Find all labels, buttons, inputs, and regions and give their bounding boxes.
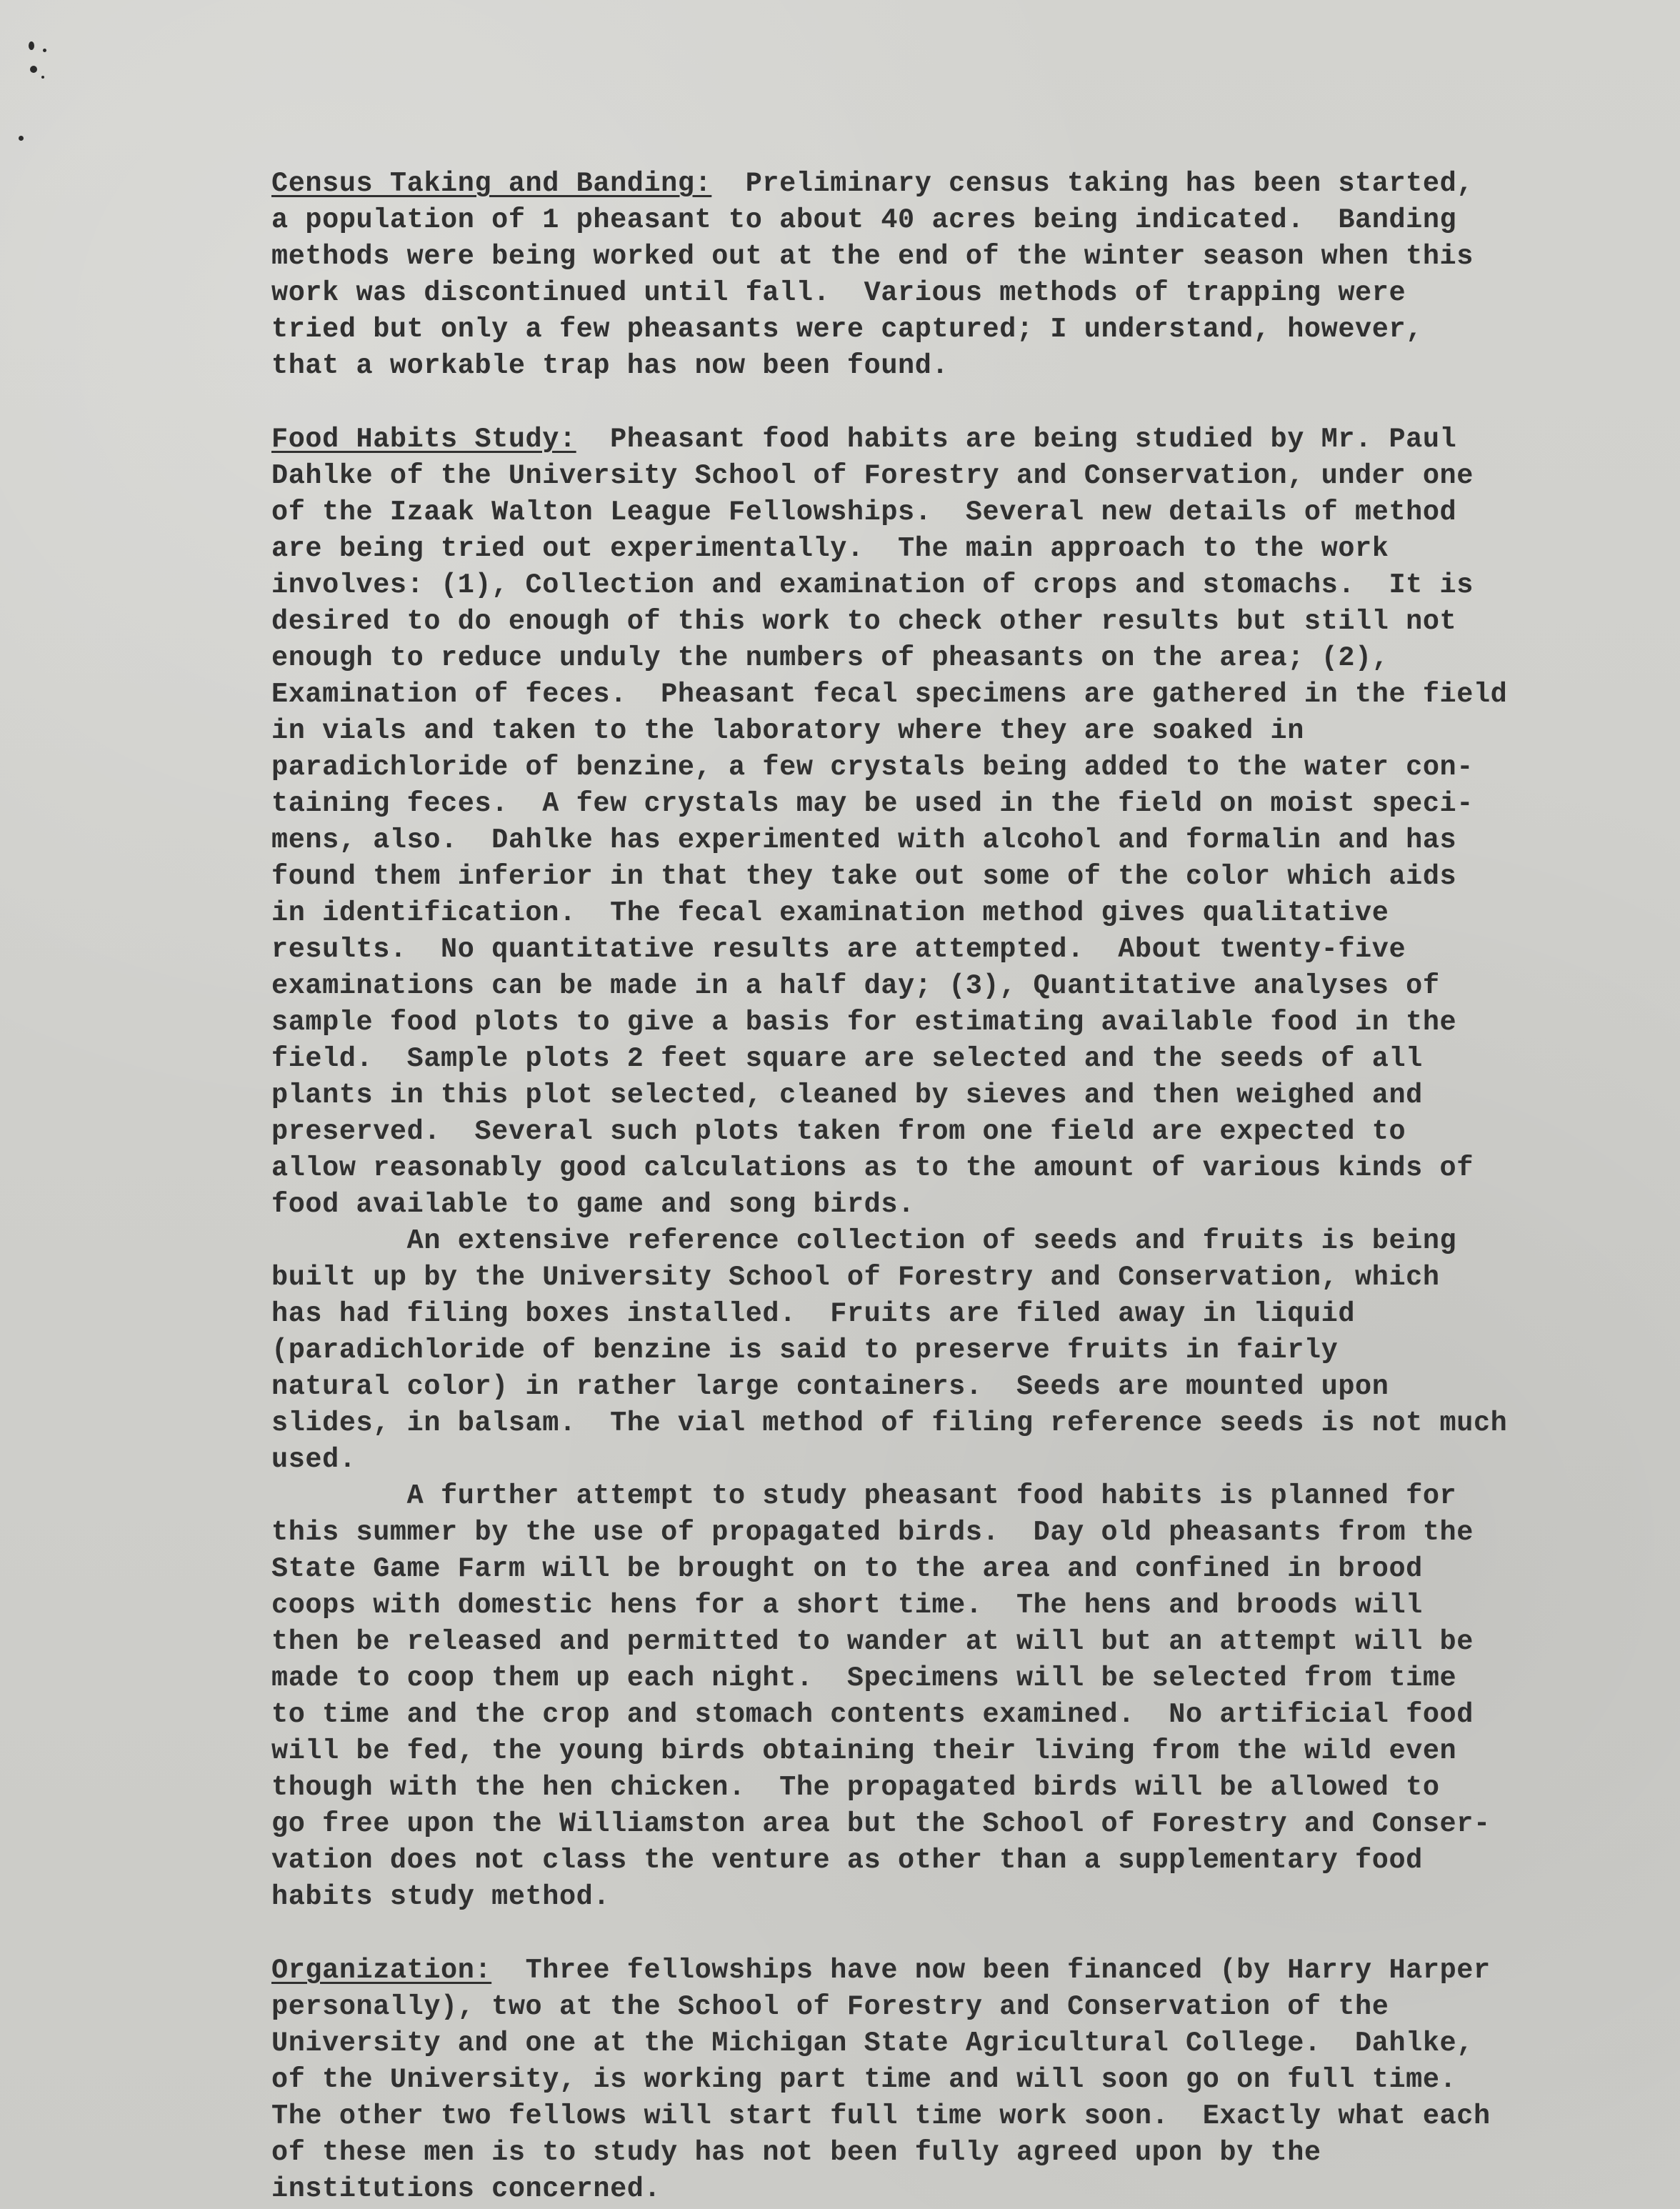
text-line: tried but only a few pheasants were captured; I understand, however, — [271, 314, 1423, 345]
text-line: used. — [271, 1444, 356, 1475]
text-line: (paradichloride of benzine is said to preserve fruits in fairly — [271, 1335, 1339, 1366]
text-line: then be released and permitted to wander at will but an attempt will be — [271, 1626, 1474, 1657]
text-line: taining feces. A few crystals may be used in the field on moist speci- — [271, 788, 1474, 819]
text-line: examinations can be made in a half day; (3), Quantitative analyses of — [271, 970, 1440, 1002]
text-line: in vials and taken to the laboratory where they are soaked in — [271, 715, 1304, 747]
margin-mark — [41, 76, 44, 79]
text-line: A further attempt to study pheasant food habits is planned for — [271, 1480, 1457, 1512]
text-line: Dahlke of the University School of Forestry and Conservation, under one — [271, 460, 1474, 492]
text-line: preserved. Several such plots taken from one field are expected to — [271, 1116, 1406, 1147]
text-line: allow reasonably good calculations as to the amount of various kinds of — [271, 1152, 1474, 1184]
food-habits-heading: Food Habits Study: — [271, 424, 576, 455]
text-line: The other two fellows will start full time work soon. Exactly what each — [271, 2100, 1491, 2132]
text-line: coops with domestic hens for a short time. The hens and broods will — [271, 1590, 1423, 1621]
organization-section — [271, 1953, 1614, 2208]
text-line: methods were being worked out at the end of the winter season when this — [271, 241, 1474, 272]
text-line: mens, also. Dahlke has experimented with alcohol and formalin and has — [271, 824, 1457, 856]
text-line: of the University, is working part time and will soon go on full time. — [271, 2064, 1457, 2095]
text-line: involves: (1), Collection and examination of crops and stomachs. It is — [271, 569, 1474, 601]
food-habits-section — [271, 422, 1614, 1915]
text-line: made to coop them up each night. Specimens will be selected from time — [271, 1662, 1457, 1694]
text-line: to time and the crop and stomach contents examined. No artificial food — [271, 1699, 1474, 1730]
text-line: of these men is to study has not been fully agreed upon by the — [271, 2137, 1321, 2168]
text-line: work was discontinued until fall. Various methods of trapping were — [271, 277, 1406, 309]
text-line: natural color) in rather large containers. Seeds are mounted upon — [271, 1371, 1389, 1402]
text-line: personally), two at the School of Forestry and Conservation of the — [271, 1991, 1389, 2023]
text-line: field. Sample plots 2 feet square are selected and the seeds of all — [271, 1043, 1423, 1074]
text-line: enough to reduce unduly the numbers of pheasants on the area; (2), — [271, 642, 1389, 674]
text-line: are being tried out experimentally. The main approach to the work — [271, 533, 1389, 564]
text-line: results. No quantitative results are attempted. About twenty-five — [271, 934, 1406, 965]
text-line: of the Izaak Walton League Fellowships. Several new details of method — [271, 497, 1457, 528]
text-line: that a workable trap has now been found. — [271, 350, 949, 382]
text-line: vation does not class the venture as other than a supplementary food — [271, 1845, 1423, 1876]
census-section — [271, 166, 1614, 384]
text-line: will be fed, the young birds obtaining their living from the wild even — [271, 1735, 1457, 1767]
text-line: habits study method. — [271, 1881, 611, 1913]
typed-text-body — [271, 166, 1614, 2208]
text-line: institutions concerned. — [271, 2173, 661, 2205]
text-line: in identification. The fecal examination method gives qualitative — [271, 897, 1389, 929]
text-line: Examination of feces. Pheasant fecal specimens are gathered in the field — [271, 679, 1508, 710]
text-line: has had filing boxes installed. Fruits are filed away in liquid — [271, 1298, 1356, 1330]
text-line: a population of 1 pheasant to about 40 acres being indicated. Banding — [271, 204, 1457, 236]
text-line: State Game Farm will be brought on to the area and confined in brood — [271, 1553, 1423, 1585]
text-line: University and one at the Michigan State Agricultural College. Dahlke, — [271, 2028, 1474, 2059]
text-line: desired to do enough of this work to check other results but still not — [271, 606, 1457, 637]
margin-mark — [19, 136, 24, 141]
section-first-line: Food Habits Study: Pheasant food habits are being studied by Mr. Paul — [271, 424, 1457, 455]
text-line: this summer by the use of propagated birds. Day old pheasants from the — [271, 1517, 1474, 1548]
margin-mark — [43, 49, 46, 52]
text-line: though with the hen chicken. The propagated birds will be allowed to — [271, 1772, 1440, 1803]
organization-heading: Organization: — [271, 1955, 492, 1986]
text-line: go free upon the Williamston area but the School of Forestry and Conser- — [271, 1808, 1491, 1840]
text-line: sample food plots to give a basis for estimating available food in the — [271, 1007, 1457, 1038]
paragraph-gap — [271, 1915, 1614, 1953]
margin-mark — [29, 41, 34, 50]
text-line: slides, in balsam. The vial method of filing reference seeds is not much — [271, 1407, 1508, 1439]
text-line: food available to game and song birds. — [271, 1189, 915, 1220]
text-line: found them inferior in that they take out some of the color which aids — [271, 861, 1457, 892]
margin-mark — [30, 66, 37, 73]
text-line: plants in this plot selected, cleaned by sieves and then weighed and — [271, 1079, 1423, 1111]
text-line: built up by the University School of Forestry and Conservation, which — [271, 1262, 1440, 1293]
text-line: An extensive reference collection of seeds and fruits is being — [271, 1225, 1457, 1257]
text-line: paradichloride of benzine, a few crystals being added to the water con- — [271, 752, 1474, 783]
paragraph-gap — [271, 384, 1614, 422]
section-first-line: Organization: Three fellowships have now been financed (by Harry Harper — [271, 1955, 1491, 1986]
section-first-line: Census Taking and Banding: Preliminary census taking has been started, — [271, 168, 1474, 199]
census-heading: Census Taking and Banding: — [271, 168, 712, 199]
